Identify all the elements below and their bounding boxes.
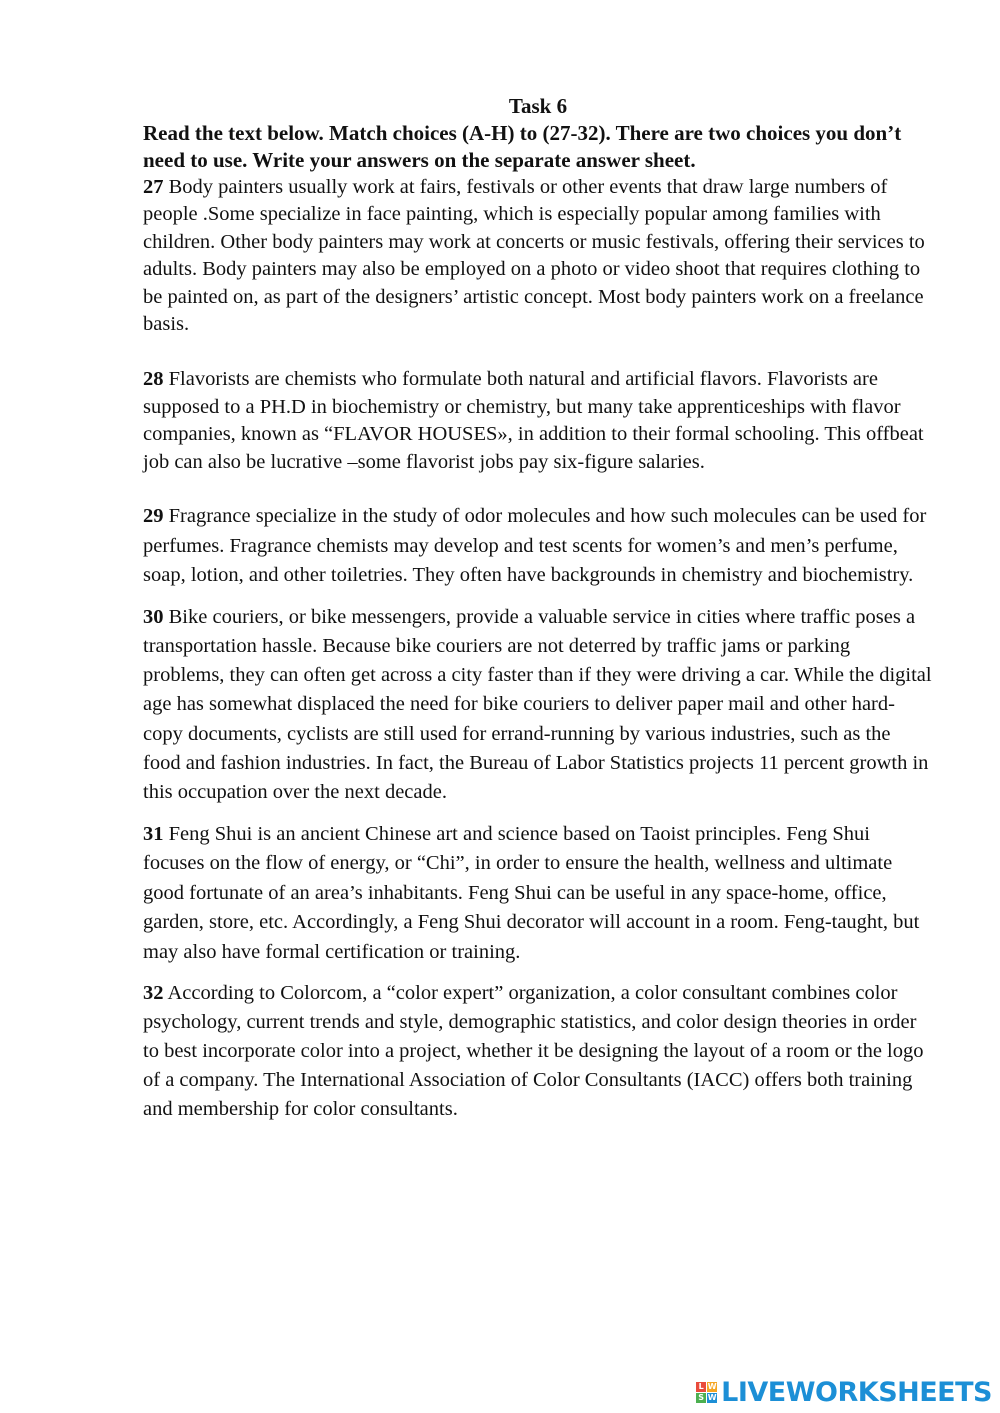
logo-text: LIVEWORKSHEETS [721, 1376, 992, 1408]
paragraph-text: Flavorists are chemists who formulate both natural and artificial flavors. Flavorists are supposed to a PH.D in biochemistry or chemistry, but many take apprenticeships with flavor companies, known as “FLAVOR HOUSES», in addition to their formal schooling. This offbeat job can also be lucrative –some flavorist jobs pay six-figure salaries. [143, 368, 924, 473]
paragraph-number: 30 [143, 605, 164, 628]
paragraph-text: Feng Shui is an ancient Chinese art and science based on Taoist principles. Feng Shui focuses on the flow of energy, or “Chi”, in order to ensure the health, wellness and ultimate good fortunate of an area’s inhabitants. Feng Shui can be useful in any space-home, office, garden, store, etc. Accordingly, a Feng Shui decorator will account in a room. Feng-taught, but may also have formal certification or training. [143, 822, 920, 963]
liveworksheets-logo-icon [696, 1382, 717, 1403]
task-title: Task 6 [508, 94, 568, 118]
worksheet-page [143, 92, 933, 1124]
paragraph-29 [143, 502, 933, 591]
paragraph-30 [143, 603, 933, 808]
paragraph-27 [143, 174, 933, 338]
paragraph-28 [143, 366, 933, 476]
paragraph-number: 31 [143, 822, 164, 845]
logo-mark-cell: L [696, 1382, 706, 1392]
paragraph-text: According to Colorcom, a “color expert” organization, a color consultant combines color psychology, current trends and style, demographic statistics, and color design theories in order to best incorporate color into a project, whether it be designing the layout of a room or the logo of a company. The International Association of Color Consultants (IACC) offers both training and membership for color consultants. [143, 982, 924, 1121]
paragraph-32 [143, 979, 933, 1124]
paragraph-text: Body painters usually work at fairs, festivals or other events that draw large numbers of people .Some specialize in face painting, which is especially popular among families with children. Other body painters may work at concerts or music festivals, offering their services to adults. Body painters may also be employed on a photo or video shoot that requires clothing to be painted on, as part of the designers’ artistic concept. Most body painters work on a freelance basis. [143, 176, 925, 336]
paragraph-31 [143, 820, 933, 968]
paragraph-text: Fragrance specialize in the study of odor molecules and how such molecules can be used for perfumes. Fragrance chemists may develop and test scents for women’s and men’s perfume, soap, lotion, and other toiletries. They often have backgrounds in chemistry and biochemistry. [143, 505, 927, 587]
paragraph-number: 29 [143, 505, 164, 528]
logo-mark-cell: S [696, 1393, 706, 1403]
paragraph-number: 28 [143, 368, 164, 391]
liveworksheets-logo[interactable] [696, 1377, 992, 1407]
task-instructions: Read the text below. Match choices (A-H) to (27-32). There are two choices you don’t need to use. Write your answers on the separate answer sheet. [143, 121, 902, 172]
logo-mark-cell: W [707, 1381, 717, 1391]
paragraph-number: 27 [143, 176, 164, 198]
logo-mark-cell: W [707, 1392, 717, 1402]
paragraph-number: 32 [143, 982, 164, 1005]
paragraph-text: Bike couriers, or bike messengers, provide a valuable service in cities where traffic poses a transportation hassle. Because bike couriers are not deterred by traffic jams or parking problems, they can often get across a city faster than if they were driving a car. While the digital age has somewhat displaced the need for bike couriers to deliver paper mail and other hard-copy documents, cyclists are still used for errand-running by various industries, such as the food and fashion industries. In fact, the Bureau of Labor Statistics projects 11 percent growth in this occupation over the next decade. [143, 605, 932, 804]
